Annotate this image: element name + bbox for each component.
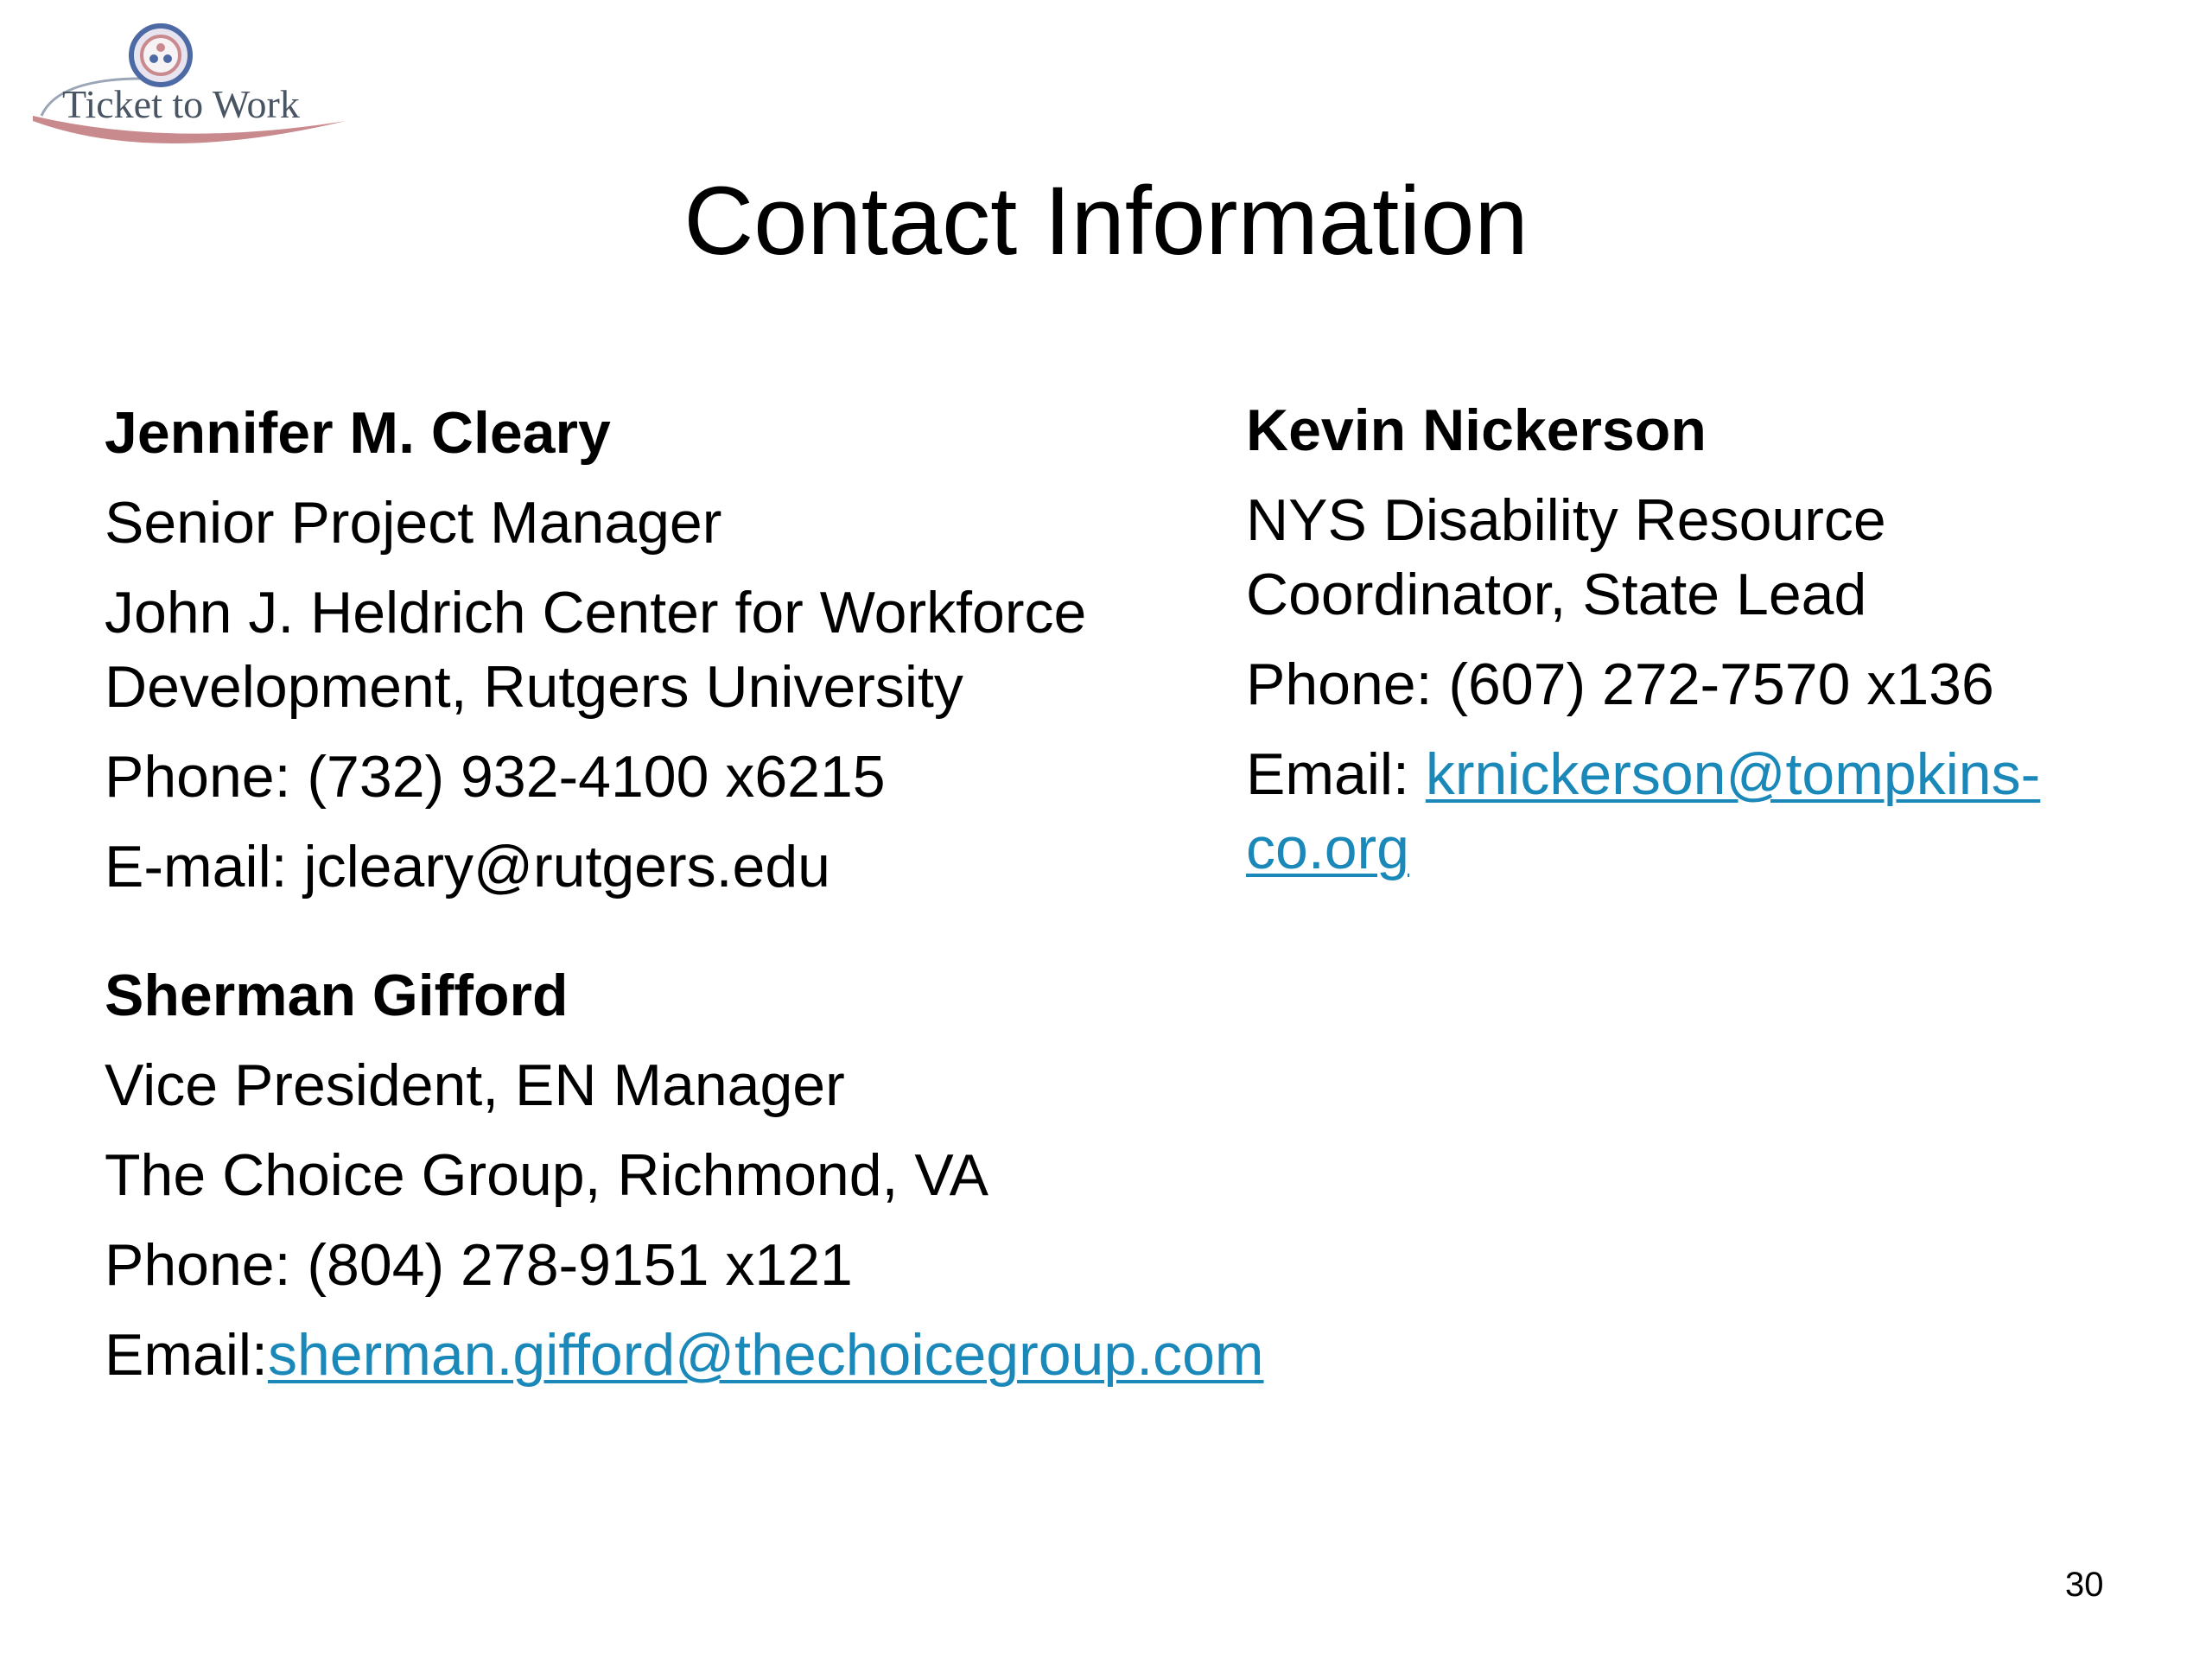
contact-email-link[interactable]: krnickerson@tompkins-co.org xyxy=(1246,741,2041,881)
contact-email-line xyxy=(1246,737,2119,886)
contact-email-label: E-mail: xyxy=(105,834,304,899)
page-number: 30 xyxy=(2065,1566,2104,1604)
ticket-to-work-logo xyxy=(26,19,354,149)
contact-email-line xyxy=(105,830,1211,904)
contact-card-sherman-gifford xyxy=(105,958,1264,1408)
contact-name: Jennifer M. Cleary xyxy=(105,400,611,466)
contact-email: jcleary@rutgers.edu xyxy=(303,834,830,899)
contact-role: Vice President, EN Manager xyxy=(105,1052,845,1118)
contact-organization: John J. Heldrich Center for Workforce Development, Rutgers University xyxy=(105,580,1087,720)
contact-email-label: Email: xyxy=(1246,741,1426,807)
contact-phone: Phone: (732) 932-4100 x6215 xyxy=(105,744,886,810)
contact-phone: Phone: (607) 272-7570 x136 xyxy=(1246,652,1994,717)
contact-name: Sherman Gifford xyxy=(105,963,569,1028)
contact-email-line xyxy=(105,1318,1264,1392)
contact-email-link[interactable]: sherman.gifford@thechoicegroup.com xyxy=(267,1322,1264,1388)
contact-card-jennifer-cleary xyxy=(105,396,1211,919)
slide-title: Contact Information xyxy=(683,167,1529,275)
contact-phone: Phone: (804) 278-9151 x121 xyxy=(105,1232,853,1298)
contact-name: Kevin Nickerson xyxy=(1246,397,1707,463)
logo-text: Ticket to Work xyxy=(62,82,300,126)
contact-card-kevin-nickerson xyxy=(1246,393,2119,901)
contact-role: Senior Project Manager xyxy=(105,490,722,556)
contact-organization: The Choice Group, Richmond, VA xyxy=(105,1142,988,1208)
contact-role: NYS Disability Resource Coordinator, State Lead xyxy=(1246,487,1886,627)
contact-email-label: Email: xyxy=(105,1322,268,1388)
